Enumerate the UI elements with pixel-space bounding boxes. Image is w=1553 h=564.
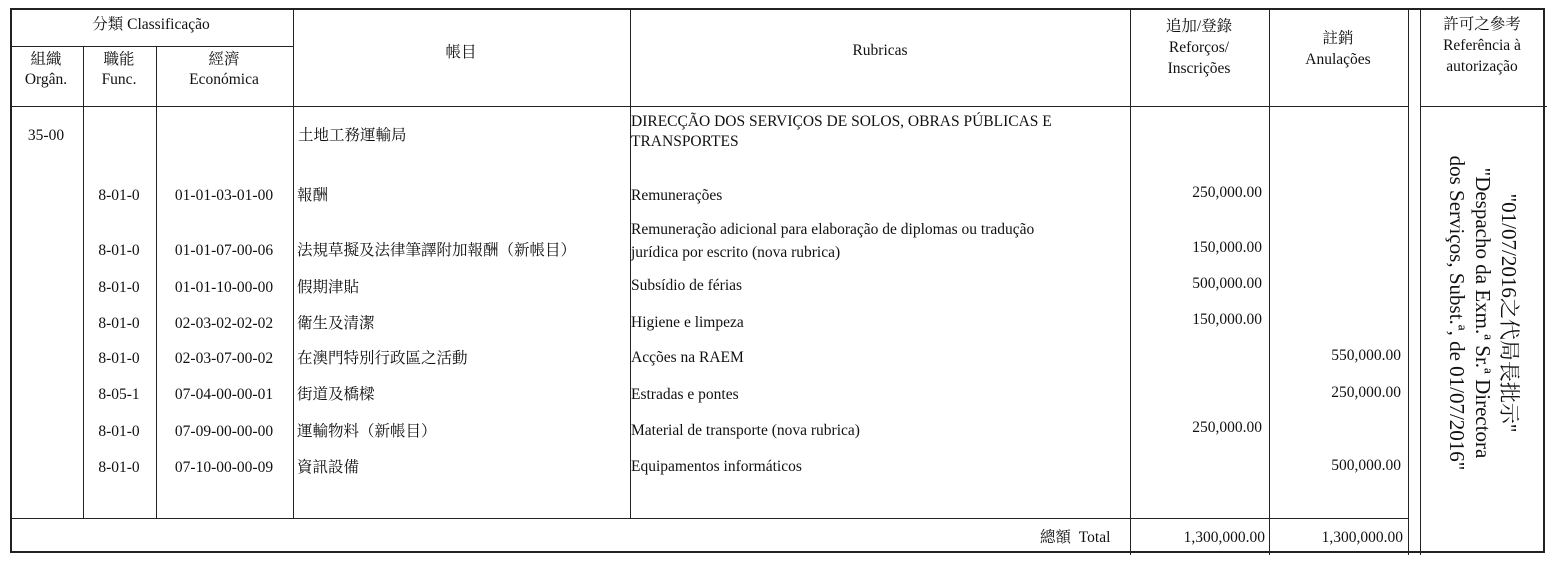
row-rubrica-pt: Material de transporte (nova rubrica) [631,422,860,439]
row-account-zh: 法規草擬及法律筆譯附加報酬（新帳目） [297,242,577,259]
header-anulacoes [1269,28,1407,70]
row-anulacao: 550,000.00 [1331,347,1401,364]
row-func: 8-01-0 [98,187,140,204]
row-rubrica-pt: Higiene e limpeza [631,314,744,331]
row-reforco: 500,000.00 [1192,275,1262,292]
row-econ: 07-09-00-00-00 [174,423,274,440]
header-bottom-line [12,106,1408,107]
row-econ: 02-03-02-02-02 [174,315,274,332]
row-func: 8-01-0 [98,350,140,367]
header-func [82,50,156,90]
department-name-pt-line2: TRANSPORTES [631,133,739,150]
header-func-pt: Func. [101,71,137,88]
row-econ: 01-01-07-00-06 [174,242,274,259]
row-func: 8-01-0 [98,459,140,476]
header-organ [10,50,82,90]
row-rubrica-pt-line1: Remuneração adicional para elaboração de diplomas ou tradução [631,221,1035,238]
header-reforcos-pt1: Reforços/ [1168,39,1230,56]
row-rubrica-pt: Estradas e pontes [631,386,739,403]
row-reforco: 150,000.00 [1192,239,1262,256]
row-func: 8-01-0 [98,242,140,259]
row-anulacao: 250,000.00 [1331,384,1401,401]
row-econ: 02-03-07-00-02 [174,350,274,367]
header-func-zh: 職能 [103,51,135,68]
row-reforco: 150,000.00 [1192,311,1262,328]
row-rubrica-pt: Equipamentos informáticos [631,458,802,475]
header-econ [156,50,292,90]
row-account-zh: 假期津貼 [297,279,360,296]
row-rubrica-pt: Acções na RAEM [631,349,744,366]
row-econ: 07-04-00-00-01 [174,386,274,403]
total-label-pt: Total [1078,529,1111,546]
total-top-line [12,518,1408,519]
row-account-zh: 報酬 [297,187,329,204]
department-name-pt-line1: DIRECÇÃO DOS SERVIÇOS DE SOLOS, OBRAS PÚBLICAS E [631,113,1052,130]
header-organ-pt: Orgân. [24,71,68,88]
header-anulacoes-pt: Anulações [1305,51,1371,68]
row-account-zh: 在澳門特別行政區之活動 [297,350,468,367]
authorization-line3: dos Serviços, Subst.ª, de 01/07/2016" [1445,155,1469,471]
header-referencia [1419,14,1545,77]
row-account-zh: 運輸物料（新帳目） [297,423,437,440]
header-bottom-line [1420,106,1547,107]
header-reforcos [1130,16,1268,79]
authorization-reference [1428,114,1538,512]
row-account-zh: 街道及橋樑 [297,386,375,403]
col-divider [1420,10,1421,555]
header-referencia-pt2: autorização [1446,58,1518,75]
row-econ: 01-01-10-00-00 [174,279,274,296]
total-anulacoes: 1,300,000.00 [1321,529,1403,546]
total-label [1040,529,1110,547]
row-rubrica-pt: Subsídio de férias [631,277,743,294]
department-organ: 35-00 [27,127,65,144]
authorization-line1: "01/07/2016之代局長批示" [1497,193,1521,433]
header-classification: 分類 Classificação [92,16,210,33]
header-reforcos-zh: 追加/登錄 [1165,18,1233,35]
row-func: 8-01-0 [98,279,140,296]
department-name-zh: 土地工務運輸局 [298,127,407,144]
header-organ-zh: 組織 [30,51,62,68]
authorization-line2: "Despacho da Exm.ª Sr.ª Directora [1471,167,1495,459]
total-label-zh: 總額 [1040,529,1072,546]
header-rubricas: Rubricas [852,42,908,59]
row-reforco: 250,000.00 [1192,184,1262,201]
row-account-zh: 資訊設備 [297,459,360,476]
header-econ-pt: Económica [189,71,259,88]
row-rubrica-pt [631,218,1034,264]
authorization-text [1444,118,1522,508]
header-reforcos-pt2: Inscrições [1167,60,1231,77]
header-referencia-zh: 許可之參考 [1443,16,1521,33]
header-referencia-pt1: Referência à [1443,37,1521,54]
row-econ: 07-10-00-00-09 [174,459,274,476]
row-anulacao: 500,000.00 [1331,457,1401,474]
row-reforco: 250,000.00 [1192,419,1262,436]
department-name-pt [631,112,1052,152]
row-func: 8-01-0 [98,423,140,440]
row-rubrica-pt: Remunerações [631,187,723,204]
row-func: 8-01-0 [98,315,140,332]
row-account-zh: 衛生及清潔 [297,315,375,332]
classification-underline [12,46,293,47]
header-account-zh: 帳目 [445,44,477,61]
total-reforcos: 1,300,000.00 [1183,529,1265,546]
row-func: 8-05-1 [98,386,140,403]
row-econ: 01-01-03-01-00 [174,187,274,204]
header-econ-zh: 經濟 [208,51,240,68]
col-divider [1408,10,1409,555]
row-rubrica-pt-line2: jurídica por escrito (nova rubrica) [631,244,841,261]
col-divider [630,10,631,518]
header-anulacoes-zh: 註銷 [1322,30,1354,47]
col-divider [293,10,294,518]
